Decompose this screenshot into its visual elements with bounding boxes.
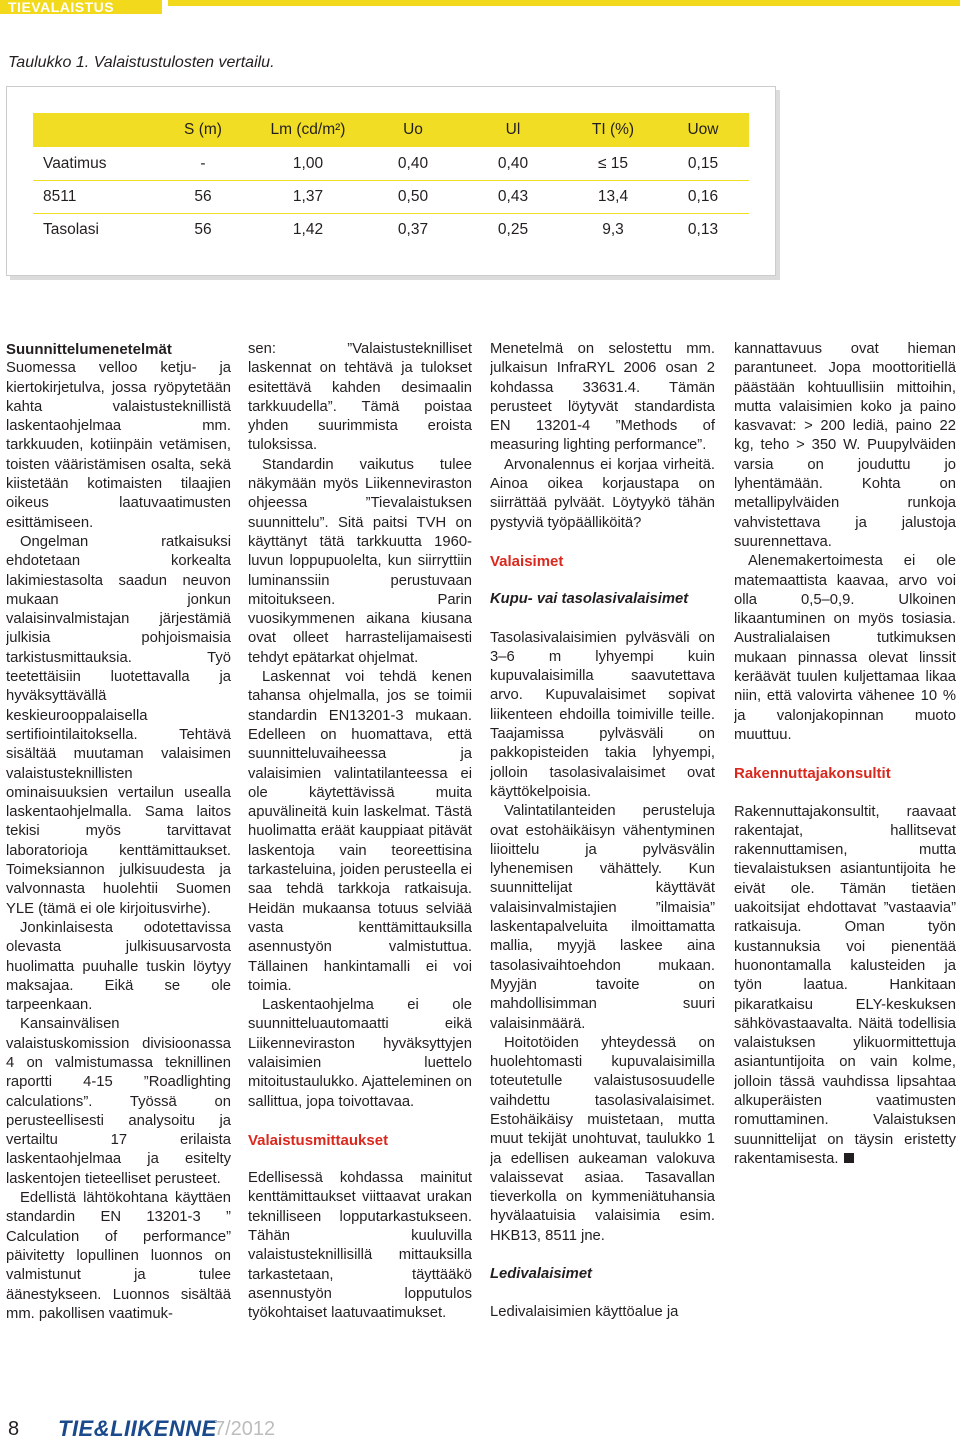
article-column-2 [248, 340, 472, 1324]
spacer [248, 1112, 472, 1131]
paragraph: Suomessa velloo ketju- ja kiertokirjetulva, jossa ryöpytetään kahta valaistusteknillistä laskentaohjelmaa mm. tarkkuuden, kotiinpäin vetämisen, toisten vääristämisen osalta, sekä kiistetään kotimaisten tilaajien oikeus laatuvaatimusten esittämiseen. [6, 360, 231, 531]
table-cell: 56 [194, 221, 212, 238]
table-cell: 1,42 [292, 221, 324, 238]
magazine-logo: TIE&LIIKENNE [58, 1416, 217, 1441]
paragraph: Menetelmä on selostettu mm. julkaisun InfraRYL 2006 osan 2 kohdassa 33631.4. Tämän perusteet löytyvät standardista EN 13201-4 ”Methods of measuring lighting performance”. [490, 341, 715, 454]
table-cell: 9,3 [602, 221, 624, 238]
paragraph: Ledivalaisimien käyttöalue ja [490, 1304, 679, 1321]
article-column-4 [734, 340, 956, 1169]
spacer [734, 784, 956, 803]
table-cell: 1,00 [292, 155, 324, 172]
table-cell: 0,40 [397, 155, 429, 172]
table-cell: 0,15 [687, 155, 719, 172]
paragraph-text: Rakennuttajakonsultit, raavaat rakentajat, hallitsevat rakennuttamisen, mutta tievalaistuksen asiantuntijoita he eivät ole. Tämän tietäen uakoitsijat ehdottavat ”vastaavia” ratkaisuja. Oman työn kustannuksia voi pienentää huonontamalla kalusteiden ja työn laatua. Hankitaan pikaratkaisu ELY-keskuksen sähkövastaavalta. Näitä todellisia valaistuksen ylikuormittettuja asiantuntijoita on vain kolme, jolloin tässä vauhdissa lipsahtaa alkuperäisten vaatimusten romuttaminen. Valaistuksen suunnittelijat on täysin eristetty rakentamisesta. [734, 803, 956, 1167]
spacer [490, 571, 715, 590]
section-heading: Suunnittelumenetelmät [6, 341, 172, 358]
subheading: Kupu- vai tasolasivalaisimet [490, 591, 689, 608]
table-header-cell: Uo [403, 121, 423, 138]
spacer [490, 1284, 715, 1303]
spacer [734, 745, 956, 764]
table-cell: 0,40 [497, 155, 529, 172]
spacer [490, 1246, 715, 1265]
paragraph: kannattavuus ovat hieman parantuneet. Jopa moottoritiellä päästään kohtuullisiin mittoihin, mutta valaisimien koko ja paino kasvavat: > 200 lediä, paino 22 kg, teho > 350 W. Puupylväiden varsia on jouduttu jo lyhentämään. Kohta on metallipylväiden runkoja vahvistettava ja jalustoja suurennettava. [734, 341, 956, 550]
paragraph: Arvonalennus ei korjaa virheitä. Ainoa oikea korjaustapa on siirrättää pylväät. Löytyykö tähän pystyviä työpäälliköitä? [490, 456, 715, 531]
results-table [6, 86, 776, 276]
table-cell: 13,4 [597, 188, 629, 205]
article-column-3 [490, 340, 715, 1323]
paragraph: Valintatilanteiden perusteluja ovat estohäikäisyn vähentyminen liioittelu ja pylväsvälin lyhenemisen vähättely. Kun suunnittelijat käyttävät valaisinvalmistajien ”ilmaisia” laskentapalveluita ilmoittamatta mallia, myyjä laskee aina tasolasivaihtoehdon mukaan. Myyjän tavoite on mahdollisimman suuri valaisinmäärä. [490, 803, 715, 1032]
table-cell: Vaatimus [43, 155, 107, 172]
table-cell: 0,37 [397, 221, 429, 238]
table-row [43, 219, 743, 241]
section-heading: Valaistusmittaukset [248, 1131, 389, 1149]
table-cell: ≤ 15 [597, 155, 629, 172]
paragraph: Laskentaohjelma ei ole suunnitteluautomaatti eikä Liikenneviraston hyväksyttyjen valaisimien luettelo mitoitustaulukko. Ajatteleminen on sallittua, jopa toivottavaa. [248, 997, 472, 1110]
table-cell: 0,43 [497, 188, 529, 205]
page-number: 8 [8, 1418, 20, 1440]
table-divider [33, 180, 749, 181]
spacer [490, 610, 715, 629]
spacer [248, 1150, 472, 1169]
paragraph: sen: ”Valaistusteknilliset laskennat on tehtävä ja tulokset esitettävä kahden desimaalin tarkkuudella”. Tämä poistaa yhden suurimmista eroista tuloksissa. [248, 341, 472, 454]
table-caption: Taulukko 1. Valaistustulosten vertailu. [8, 54, 275, 71]
issue-number: 7/2012 [214, 1418, 276, 1440]
table-header-row [43, 119, 743, 141]
table-divider [33, 213, 749, 214]
paragraph: Jonkinlaisesta odotettavissa olevasta julkisuusarvosta huolimatta puuhalle tuskin löytyy maksajaa. Eikä se ole tarpeenkaan. [6, 919, 231, 1014]
table-header-cell: TI (%) [591, 121, 635, 138]
paragraph: Tasolasivalaisimien pylväsväli on 3–6 m lyhyempi kuin kupuvalaisimilla saavutettava arvo. Kupuvalaisimet sopivat liikenteen ehdoilla toimiville teille. Taajamissa pylväsväli on pakkopisteiden takia lyhyempi, jolloin tasolasivalaisimet ovat käyttökelpoisia. [490, 629, 715, 800]
paragraph: Edellisessä kohdassa mainitut kenttämittaukset viittaavat urakan teknilliseen lopputarkastukseen. Tähän kuuluvilla valaistusteknillisillä mittauksilla tarkastetaan, täyttääkö asennustyön lopputulos työkohtaiset laatuvaatimukset. [248, 1170, 472, 1322]
paragraph: Ongelman ratkaisuksi ehdotetaan korkealta lakimiestasolta saadun neuvon mukaan jonkun valaisinvalmistajan järjestämiä julkisia pohjoismaisia tarkistusmittauksia. Työ teetettäisiin luotettavalla ja hyväksyttävällä keskieurooppalaisella sertifiointilaitoksella. Tehtävä sisältää muutaman valaisimen valaistusteknillisten ominaisuuksien vertailun usealla laskentaohjelmalla. Sama laitos tekisi myös tarvittavat laboratorioja kenttämittaukset. Toimeksiannon julkisuudesta ja valvonnasta huolehtii Suomen YLE (tämä ei ole kirjoitusvirhe). [6, 533, 231, 917]
paragraph: Hoitotöiden yhteydessä on huolehtomasti kupuvalaisimilla toteutetulle valaistusosuudelle vaihdettu tasolasivalaisimet. Estohäikäisy muistetaan, mutta muut tekijät unohtuvat, taulukko 1 ja edellisen aukeaman valokuva valaissevat asiaa. Tasavallan tieverkolla on kymmeniätuhansia hyvälaatuisia valaisimia esim. HKB13, 8511 jne. [490, 1034, 715, 1244]
paragraph: Kansainvälisen valaistuskomission divisioonassa 4 on valmistumassa teknillinen raportti 4-15 ”Roadlighting calculations”. Työssä on perusteellisesti analysoitu ja vertailtu 17 erilaista laskentaohjelmaa ja esitelty laskentojen tieteelliset perusteet. [6, 1016, 231, 1187]
table-cell: 0,50 [397, 188, 429, 205]
section-header-bar [0, 0, 960, 14]
table-cell: Tasolasi [43, 221, 99, 238]
page-footer [0, 1412, 960, 1446]
header-rule [168, 0, 960, 6]
table-header-cell: Ul [505, 121, 521, 138]
paragraph: Edellistä lähtökohtana käyttäen standardin EN 13201-3 ” Calculation of performance” päivitetty lopullinen luonnos on valmistunut ja tulee äänestykseen. Luonnos sisältää mm. pakollisen vaatimuk- [6, 1190, 231, 1322]
paragraph [734, 803, 956, 1170]
table-cell: - [200, 155, 206, 172]
table-cell: 56 [194, 188, 212, 205]
section-tag: TIEVALAISTUS [0, 0, 162, 14]
table-row [43, 153, 743, 175]
table-cell: 0,16 [687, 188, 719, 205]
table-cell: 0,13 [687, 221, 719, 238]
table-header-cell: S (m) [184, 121, 222, 138]
spacer [490, 533, 715, 552]
article-column-1 [6, 340, 231, 1324]
table-cell: 8511 [43, 188, 77, 205]
section-heading: Rakennuttajakonsultit [734, 765, 891, 783]
table-header-cell: Lm (cd/m²) [270, 121, 346, 138]
paragraph: Alenemakertoimesta ei ole matemaattista kaavaa, arvo voi olla 0,5–0,9. Ulkoinen likaantuminen on myös tosiasia. Australialaisen tutkimuksen mukaan pinnassa olevat linssit keräävät tuulen kuljettamaa likaa niin, että valovirta vähenee 10 % ja valonjakopinnan muoto muuttuu. [734, 553, 956, 743]
paragraph: Standardin vaikutus tulee näkymään myös Liikenneviraston ohjeessa ”Tievalaistuksen suunnittelu”. Sitä paitsi TVH on käyttänyt tätä tarkkuutta 1960-luvun loppupuolelta, kun siirryttiin luminanssiin perustuvaan mitoitukseen. Parin vuosikymmenen aikana kiusana ovat olleet harrastelijamaisesti tehdyt epätarkat ohjelmat. [248, 456, 472, 666]
table-header-cell: Uow [687, 121, 719, 138]
subheading: Ledivalaisimet [490, 1266, 592, 1283]
table-row [43, 186, 743, 208]
table-cell: 1,37 [292, 188, 324, 205]
table-cell: 0,25 [497, 221, 529, 238]
end-of-article-icon [844, 1153, 854, 1163]
section-heading: Valaisimet [490, 552, 564, 570]
paragraph: Laskennat voi tehdä kenen tahansa ohjelmalla, jos se toimii standardin EN13201-3 mukaan. Edelleen on huomattava, että suunnitteluvaiheessa ja valaisimien valintatilanteessa ei ole käytettävissä muita apuvälineitä kuin laskelmat. Tästä huolimatta eräät kauppiaat pitävät laskentoja vain teoreettisina tarkasteluina, joiden perusteella ei saa tehdä tarkkoja ratkaisuja. Heidän mukaansa totuus selviää vasta kenttämittauksilla asennustyön valmistuttua. Tällainen hankintamalli ei voi toimia. [248, 669, 472, 994]
